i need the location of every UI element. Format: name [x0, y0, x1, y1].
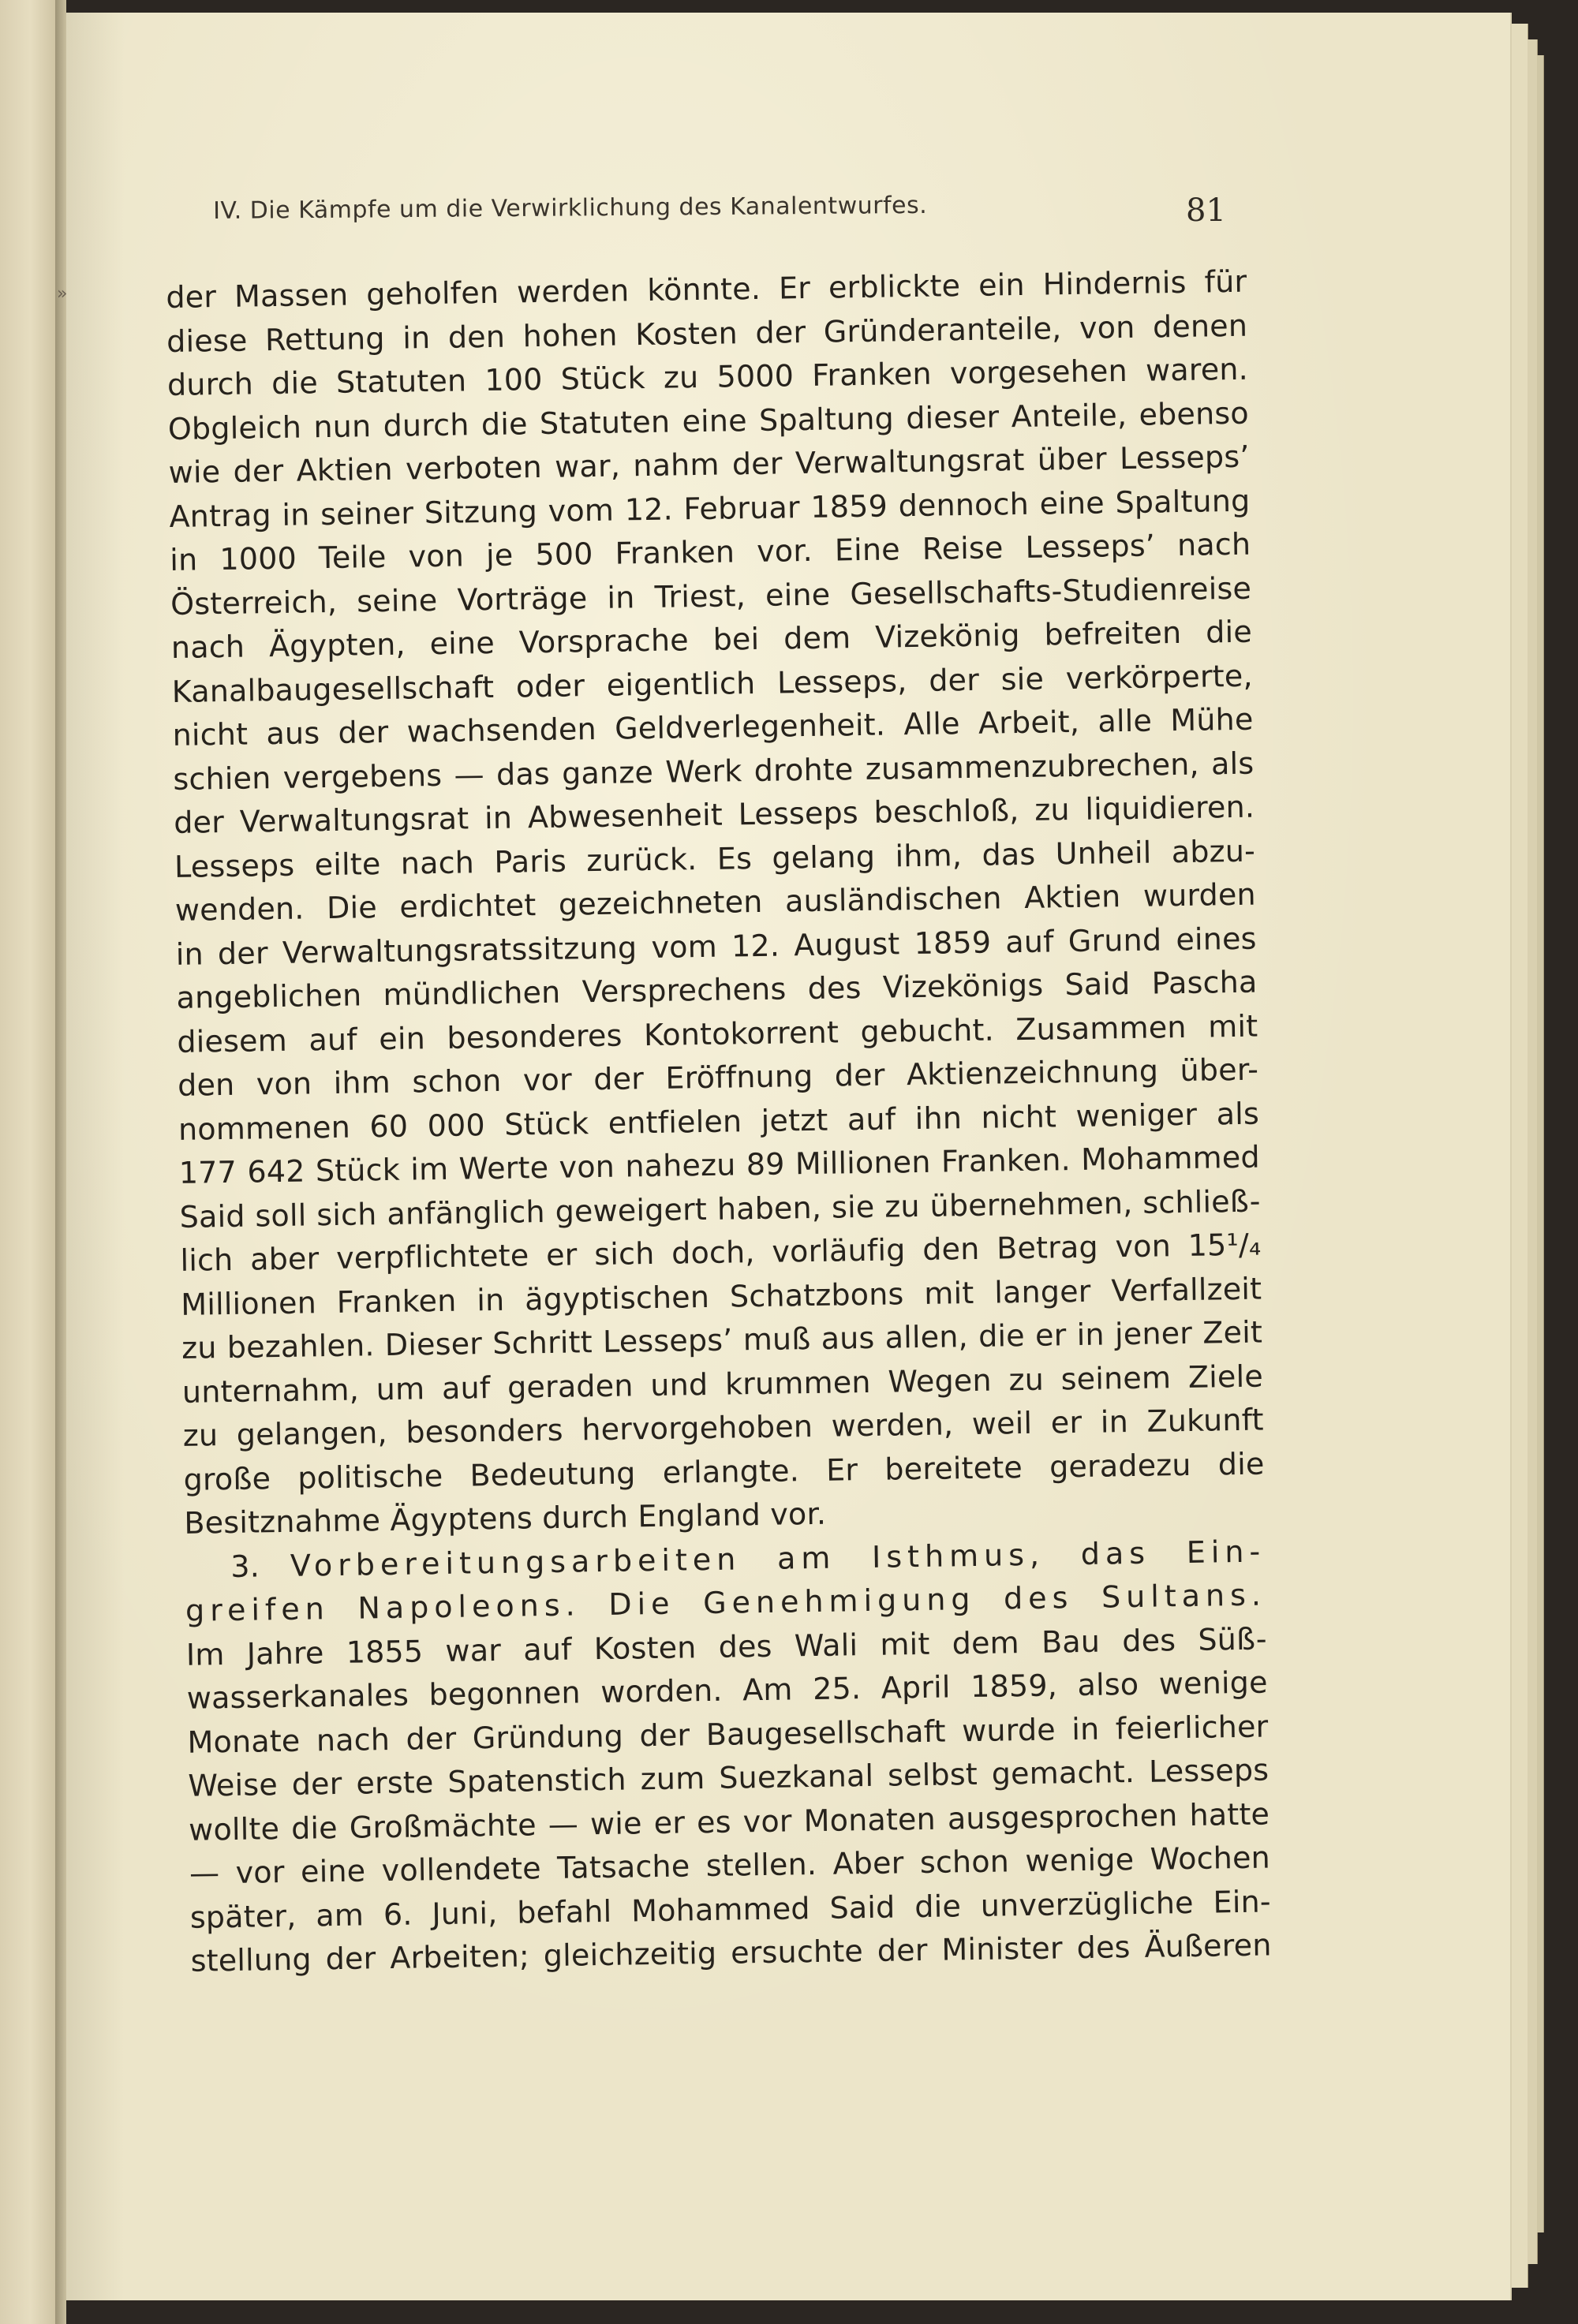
- section-number: 3.: [230, 1548, 260, 1584]
- text-line: Millionen Franken in ägyptischen Schatzbons mit langer Verfallzeit: [181, 1271, 1262, 1322]
- page-number: 81: [1186, 192, 1226, 229]
- text-line: Im Jahre 1855 war auf Kosten des Wali mit dem Bau des Süß-: [185, 1620, 1268, 1672]
- text-line: Kanalbaugesellschaft oder eigentlich Lesseps, der sie verkörperte,: [171, 658, 1253, 709]
- text-line: angeblichen mündlichen Versprechens des Vizekönigs Said Pascha: [176, 964, 1258, 1015]
- text-line: zu bezahlen. Dieser Schritt Lesseps’ muß aus allen, die er in jener Zeit: [181, 1314, 1263, 1366]
- text-line: wasserkanales begonnen worden. Am 25. April 1859, also wenige: [186, 1665, 1268, 1716]
- section-heading-line: greifen Napoleons. Die Genehmigung des Sultans.: [185, 1577, 1267, 1628]
- text-line: Lesseps eilte nach Paris zurück. Es gelang ihm, das Unheil abzu-: [174, 833, 1256, 884]
- text-line: stellung der Arbeiten; gleichzeitig ersuchte der Minister des Äußeren: [190, 1927, 1272, 1978]
- running-head: IV. Die Kämpfe um die Verwirklichung des Kanalentwurfes.: [213, 191, 928, 225]
- text-line: Österreich, seine Vorträge in Triest, eine Gesellschafts-Studienreise: [170, 570, 1252, 622]
- text-line: der Massen geholfen werden könnte. Er erblickte ein Hindernis für: [166, 263, 1247, 315]
- text-line: Antrag in seiner Sitzung vom 12. Februar 1859 dennoch eine Spaltung: [169, 483, 1251, 534]
- text-line: 177 642 Stück im Werte von nahezu 89 Millionen Franken. Mohammed: [178, 1139, 1261, 1190]
- section-heading: Vorbereitungsarbeiten am Isthmus, das Ein-: [290, 1533, 1266, 1583]
- body-text: [166, 260, 1272, 1984]
- text-line: den von ihm schon vor der Eröffnung der Aktienzeichnung über-: [177, 1052, 1259, 1103]
- text-line: schien vergebens — das ganze Werk drohte zusammenzubrechen, als: [173, 745, 1255, 797]
- text-line: Besitznahme Ägyptens durch England vor.: [184, 1496, 827, 1541]
- text-line: später, am 6. Juni, befahl Mohammed Said die unverzügliche Ein-: [189, 1883, 1272, 1935]
- text-line: durch die Statuten 100 Stück zu 5000 Franken vorgesehen waren.: [166, 351, 1249, 402]
- book-gutter: [55, 0, 66, 2324]
- text-line: der Verwaltungsrat in Abwesenheit Lesseps beschloß, zu liquidieren.: [173, 789, 1255, 840]
- text-line: unternahm, um auf geraden und krummen Wegen zu seinem Ziele: [181, 1358, 1264, 1410]
- text-line: nommenen 60 000 Stück entfielen jetzt auf ihn nicht weniger als: [178, 1096, 1260, 1147]
- text-line: diesem auf ein besonderes Kontokorrent gebucht. Zusammen mit: [177, 1008, 1258, 1059]
- text-line: Obgleich nun durch die Statuten eine Spaltung dieser Anteile, ebenso: [167, 395, 1250, 446]
- page-stack-edge: [1537, 55, 1544, 2232]
- text-line: wollte die Großmächte — wie er es vor Monaten ausgesprochen hatte: [188, 1795, 1270, 1848]
- text-line: lich aber verpflichtete er sich doch, vorläufig den Betrag von 15¹/₄: [180, 1227, 1262, 1278]
- text-line: wie der Aktien verboten war, nahm der Verwaltungsrat über Lesseps’: [168, 439, 1250, 490]
- text-line: nach Ägypten, eine Vorsprache bei dem Vizekönig befreiten die: [170, 614, 1253, 665]
- text-line: in der Verwaltungsratssitzung vom 12. August 1859 auf Grund eines: [175, 921, 1257, 972]
- text-line: Weise der erste Spatenstich zum Suezkanal selbst gemacht. Lesseps: [188, 1752, 1270, 1803]
- text-line: Monate nach der Gründung der Baugesellschaft wurde in feierlicher: [187, 1708, 1269, 1760]
- text-line: — vor eine vollendete Tatsache stellen. Aber schon wenige Wochen: [189, 1840, 1271, 1891]
- page-stack-edge: [1510, 24, 1528, 2288]
- text-line: Said soll sich anfänglich geweigert haben, sie zu übernehmen, schließ-: [179, 1183, 1261, 1235]
- margin-mark: »: [57, 284, 68, 304]
- text-line: große politische Bedeutung erlangte. Er bereitete geradezu die: [183, 1446, 1265, 1497]
- text-line: in 1000 Teile von je 500 Franken vor. Eine Reise Lesseps’ nach: [170, 526, 1251, 577]
- left-page-edge: [0, 0, 57, 2324]
- text-line: wenden. Die erdichtet gezeichneten ausländischen Aktien wurden: [174, 876, 1257, 928]
- text-line: zu gelangen, besonders hervorgehoben werden, weil er in Zukunft: [182, 1402, 1264, 1453]
- text-line: nicht aus der wachsenden Geldverlegenheit. Alle Arbeit, alle Mühe: [172, 701, 1254, 753]
- text-line: diese Rettung in den hohen Kosten der Gründeranteile, von denen: [166, 308, 1248, 359]
